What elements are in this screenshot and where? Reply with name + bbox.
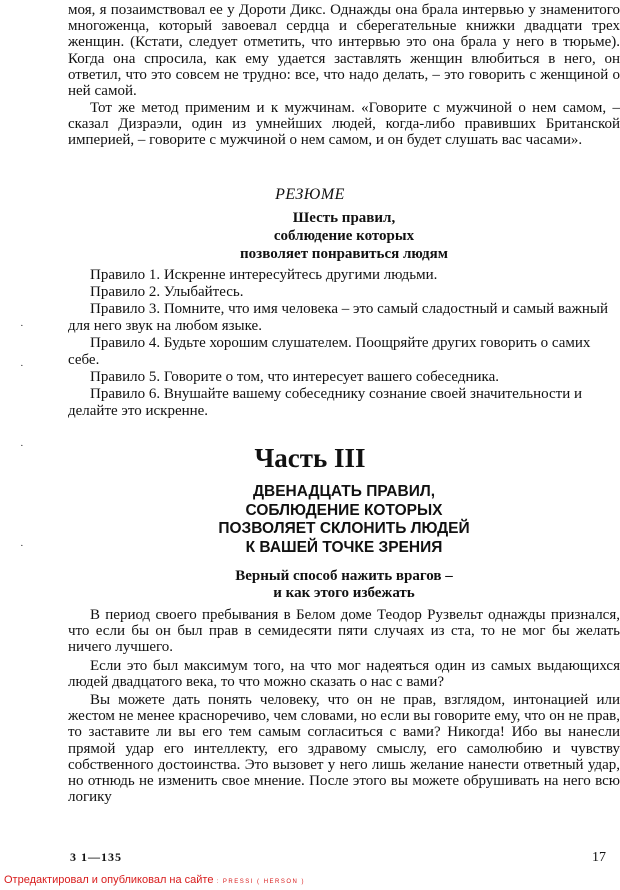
section-title <box>68 568 620 602</box>
rule-3: Правило 3. Помните, что имя человека – это самый сладостный и самый важный для него звук на любом языке. <box>68 301 608 334</box>
summary-heading: РЕЗЮМЕ <box>275 186 345 203</box>
part-subtitle-line-3: ПОЗВОЛЯЕТ СКЛОНИТЬ ЛЮДЕЙ <box>218 520 470 537</box>
part-title: Часть III <box>254 443 366 473</box>
margin-mark: · <box>20 440 24 452</box>
part-subtitle-line-2: СОБЛЮДЕНИЕ КОТОРЫХ <box>245 501 443 519</box>
rule-2: Правило 2. Улыбайтесь. <box>90 284 244 300</box>
credit-site: : PRESSI ( HERSON ) <box>216 879 306 885</box>
part-subtitle-line-4: К ВАШЕЙ ТОЧКЕ ЗРЕНИЯ <box>245 538 443 556</box>
margin-mark: · <box>20 320 24 332</box>
intro-paragraph-2: Тот же метод применим и к мужчинам. «Говорите с мужчиной о нем самом, – сказал Дизраэли, один из умнейших людей, когда-либо правивших Британской империей, – говорите с мужчиной о нем самом, и он будет слушать вас часами». <box>68 100 620 149</box>
body-paragraph-3: Вы можете дать понять человеку, что он не прав, взглядом, интонацией или жестом не менее красноречиво, чем словами, но если вы говорите ему, что он не прав, то заставите ли вы его тем самым согласиться с вами? Никогда! Ибо вы нанесли прямой удар его интеллекту, его здравому смыслу, его самолюбию и чувству собственного достоинства. Это вызовет у него лишь желание нанести ответный удар, но отнюдь не изменить свое мнение. После этого вы можете обрушивать на него всю логику <box>68 692 620 806</box>
part-subtitle <box>68 483 620 557</box>
page-number: 17 <box>592 850 606 865</box>
body-paragraph-2: Если это был максимум того, на что мог надеяться один из самых выдающихся людей двадцатого века, то что можно сказать о нас с вами? <box>68 658 620 691</box>
credit-line <box>4 874 305 886</box>
credit-text: Отредактировал и опубликовал на сайте <box>4 874 214 886</box>
rule-1: Правило 1. Искренне интересуйтесь другими людьми. <box>90 267 438 283</box>
rule-5: Правило 5. Говорите о том, что интересует вашего собеседника. <box>90 369 500 385</box>
margin-mark: · <box>20 540 24 552</box>
margin-mark: · <box>20 360 24 372</box>
part-subtitle-line-1: ДВЕНАДЦАТЬ ПРАВИЛ, <box>252 483 436 500</box>
summary-subheading-line-1: Шесть правил, <box>292 210 396 226</box>
summary-subheading-line-2: соблюдение которых <box>273 228 415 244</box>
rule-6: Правило 6. Внушайте вашему собеседнику сознание своей значительности и делайте это искренне. <box>68 386 583 419</box>
body-paragraph-1: В период своего пребывания в Белом доме Теодор Рузвельт однажды признался, что если бы он был прав в семидесяти пяти случаях из ста, то не мог бы желать ничего лучшего. <box>68 607 620 656</box>
signature-mark: 3 1—135 <box>70 850 122 864</box>
summary-subheading-line-3: позволяет понравиться людям <box>240 246 448 262</box>
intro-paragraph-1: моя, я позаимствовал ее у Дороти Дикс. Однажды она брала интервью у знаменитого многоженца, который завоевал сердца и сберегательные книжки двадцати трех женщин. (Кстати, следует отметить, что интервью это она брала у него в тюрьме). Когда она спросила, как ему удается заставлять женщин влюбиться в него, он ответил, что это совсем не трудно: все, что надо делать, – это говорить с женщиной о ней самой. <box>68 2 620 100</box>
rule-4: Правило 4. Будьте хорошим слушателем. Поощряйте других говорить о самих себе. <box>68 335 591 368</box>
section-title-line-1: Верный способ нажить врагов – <box>235 568 453 584</box>
section-title-line-2: и как этого избежать <box>273 585 415 601</box>
